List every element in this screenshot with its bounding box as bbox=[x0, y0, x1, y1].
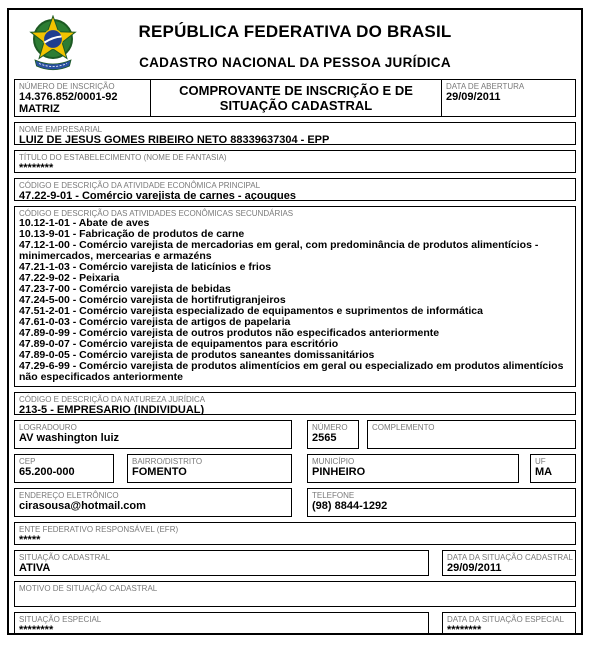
responsible-federative-entity: ***** bbox=[19, 534, 41, 545]
field-label: MOTIVO DE SITUAÇÃO CADASTRAL bbox=[19, 584, 158, 593]
secondary-activity-item: 47.51-2-01 - Comércio varejista especializado de equipamentos e suprimentos de informática bbox=[19, 305, 483, 317]
field-data-situacao-especial bbox=[442, 612, 576, 635]
document-header bbox=[14, 14, 576, 72]
republic-title: REPÚBLICA FEDERATIVA DO BRASIL bbox=[138, 22, 452, 41]
field-label: NOME EMPRESARIAL bbox=[19, 125, 103, 134]
field-bairro bbox=[127, 454, 292, 483]
field-label: CÓDIGO E DESCRIÇÃO DA ATIVIDADE ECONÔMICA PRINCIPAL bbox=[19, 181, 261, 190]
secondary-activity-item: 47.89-0-07 - Comércio varejista de equipamentos para escritório bbox=[19, 338, 339, 350]
secondary-activity-item: 47.89-0-99 - Comércio varejista de outros produtos não especificados anteriormente bbox=[19, 327, 440, 339]
row-nome-fantasia bbox=[14, 150, 576, 173]
field-motivo-situacao-cadastral bbox=[14, 581, 576, 607]
field-complemento bbox=[367, 420, 576, 449]
inscription-number: 14.376.852/0001-92 bbox=[19, 91, 118, 103]
field-label: NÚMERO DE INSCRIÇÃO bbox=[19, 82, 115, 91]
field-label: LOGRADOURO bbox=[19, 423, 77, 432]
inscription-row bbox=[14, 79, 576, 117]
secondary-activities-list bbox=[19, 218, 571, 383]
field-atividades-secundarias bbox=[14, 206, 576, 387]
field-situacao-cadastral bbox=[14, 550, 429, 576]
field-endereco-eletronico bbox=[14, 488, 292, 517]
field-efr bbox=[14, 522, 576, 545]
field-label: CÓDIGO E DESCRIÇÃO DA NATUREZA JURÍDICA bbox=[19, 395, 206, 404]
special-status: ******** bbox=[19, 624, 54, 635]
field-data-abertura bbox=[442, 79, 576, 117]
secondary-activity-item: 47.29-6-99 - Comércio varejista de produtos alimentícios em geral ou especializado em produtos alimentícios não especificados anteriormente bbox=[19, 360, 564, 383]
document-title: COMPROVANTE DE INSCRIÇÃO E DE SITUAÇÃO CADASTRAL bbox=[179, 83, 413, 113]
district: FOMENTO bbox=[132, 466, 187, 478]
secondary-activity-item: 10.12-1-01 - Abate de aves bbox=[19, 217, 150, 229]
trade-name: ******** bbox=[19, 162, 54, 173]
field-label: SITUAÇÃO CADASTRAL bbox=[19, 553, 111, 562]
registration-status: ATIVA bbox=[19, 562, 51, 574]
secondary-activity-item: 47.24-5-00 - Comércio varejista de hortifrutigranjeiros bbox=[19, 294, 286, 306]
street-number: 2565 bbox=[312, 432, 337, 444]
secondary-activity-item: 47.21-1-03 - Comércio varejista de laticínios e frios bbox=[19, 261, 272, 273]
registration-status-date: 29/09/2011 bbox=[447, 562, 502, 574]
field-uf bbox=[530, 454, 576, 483]
row-contato bbox=[14, 488, 576, 517]
row-natureza-juridica bbox=[14, 392, 576, 415]
field-municipio bbox=[307, 454, 519, 483]
secondary-activity-item: 47.61-0-03 - Comércio varejista de artigos de papelaria bbox=[19, 316, 291, 328]
field-nome-empresarial bbox=[14, 122, 576, 145]
field-nome-fantasia bbox=[14, 150, 576, 173]
phone: (98) 8844-1292 bbox=[312, 500, 388, 512]
legal-nature: 213-5 - EMPRESARIO (INDIVIDUAL) bbox=[19, 404, 205, 415]
secondary-activity-item: 47.12-1-00 - Comércio varejista de mercadorias em geral, com predominância de produtos alimentícios - minimercados, mercearias e armazéns bbox=[19, 239, 539, 262]
field-label: DATA DA SITUAÇÃO CADASTRAL bbox=[447, 553, 573, 562]
secondary-activity-item: 47.22-9-02 - Peixaria bbox=[19, 272, 120, 284]
field-logradouro bbox=[14, 420, 292, 449]
row-endereco bbox=[14, 420, 576, 449]
field-data-situacao-cadastral bbox=[442, 550, 576, 576]
field-label: CÓDIGO E DESCRIÇÃO DAS ATIVIDADES ECONÔMICAS SECUNDÁRIAS bbox=[19, 209, 294, 218]
field-numero bbox=[307, 420, 359, 449]
field-label: COMPLEMENTO bbox=[372, 423, 435, 432]
row-nome-empresarial bbox=[14, 122, 576, 145]
email: cirasousa@hotmail.com bbox=[19, 500, 146, 512]
field-atividade-principal bbox=[14, 178, 576, 201]
opening-date: 29/09/2011 bbox=[446, 91, 501, 103]
row-efr bbox=[14, 522, 576, 545]
field-cep bbox=[14, 454, 114, 483]
state: MA bbox=[535, 466, 553, 478]
registry-title: CADASTRO NACIONAL DA PESSOA JURÍDICA bbox=[139, 55, 451, 70]
document-title-box bbox=[151, 79, 442, 117]
row-situacao-cadastral bbox=[14, 550, 576, 576]
field-natureza-juridica bbox=[14, 392, 576, 415]
field-label: TÍTULO DO ESTABELECIMENTO (NOME DE FANTASIA) bbox=[19, 153, 227, 162]
address-complement bbox=[372, 432, 571, 444]
field-situacao-especial bbox=[14, 612, 429, 635]
row-motivo-situacao bbox=[14, 581, 576, 607]
field-telefone bbox=[307, 488, 576, 517]
field-label: ENDEREÇO ELETRÔNICO bbox=[19, 491, 119, 500]
row-atividade-principal bbox=[14, 178, 576, 201]
street: AV washington luiz bbox=[19, 432, 120, 444]
document-page bbox=[7, 8, 583, 635]
field-label: UF bbox=[535, 457, 546, 466]
field-label: SITUAÇÃO ESPECIAL bbox=[19, 615, 102, 624]
secondary-activity-item: 47.23-7-00 - Comércio varejista de bebidas bbox=[19, 283, 231, 295]
secondary-activity-item: 10.13-9-01 - Fabricação de produtos de carne bbox=[19, 228, 245, 240]
field-label: NÚMERO bbox=[312, 423, 348, 432]
establishment-type: MATRIZ bbox=[19, 103, 60, 115]
postal-code: 65.200-000 bbox=[19, 466, 75, 478]
main-activity: 47.22-9-01 - Comércio varejista de carnes - açougues bbox=[19, 190, 296, 201]
field-label: MUNICÍPIO bbox=[312, 457, 355, 466]
row-cep-bairro bbox=[14, 454, 576, 483]
secondary-activity-item: 47.89-0-05 - Comércio varejista de produtos saneantes domissanitários bbox=[19, 349, 375, 361]
field-numero-inscricao bbox=[14, 79, 151, 117]
field-label: ENTE FEDERATIVO RESPONSÁVEL (EFR) bbox=[19, 525, 179, 534]
status-reason bbox=[19, 593, 571, 605]
municipality: PINHEIRO bbox=[312, 466, 366, 478]
document-content bbox=[9, 10, 581, 635]
company-name: LUIZ DE JESUS GOMES RIBEIRO NETO 88339637304 - EPP bbox=[19, 134, 330, 145]
field-label: TELEFONE bbox=[312, 491, 355, 500]
field-label: DATA DA SITUAÇÃO ESPECIAL bbox=[447, 615, 565, 624]
header-titles bbox=[14, 14, 576, 70]
row-situacao-especial bbox=[14, 612, 576, 635]
field-label: DATA DE ABERTURA bbox=[446, 82, 525, 91]
field-label: BAIRRO/DISTRITO bbox=[132, 457, 203, 466]
special-status-date: ******** bbox=[447, 624, 482, 635]
field-label: CEP bbox=[19, 457, 36, 466]
row-atividades-secundarias bbox=[14, 206, 576, 387]
